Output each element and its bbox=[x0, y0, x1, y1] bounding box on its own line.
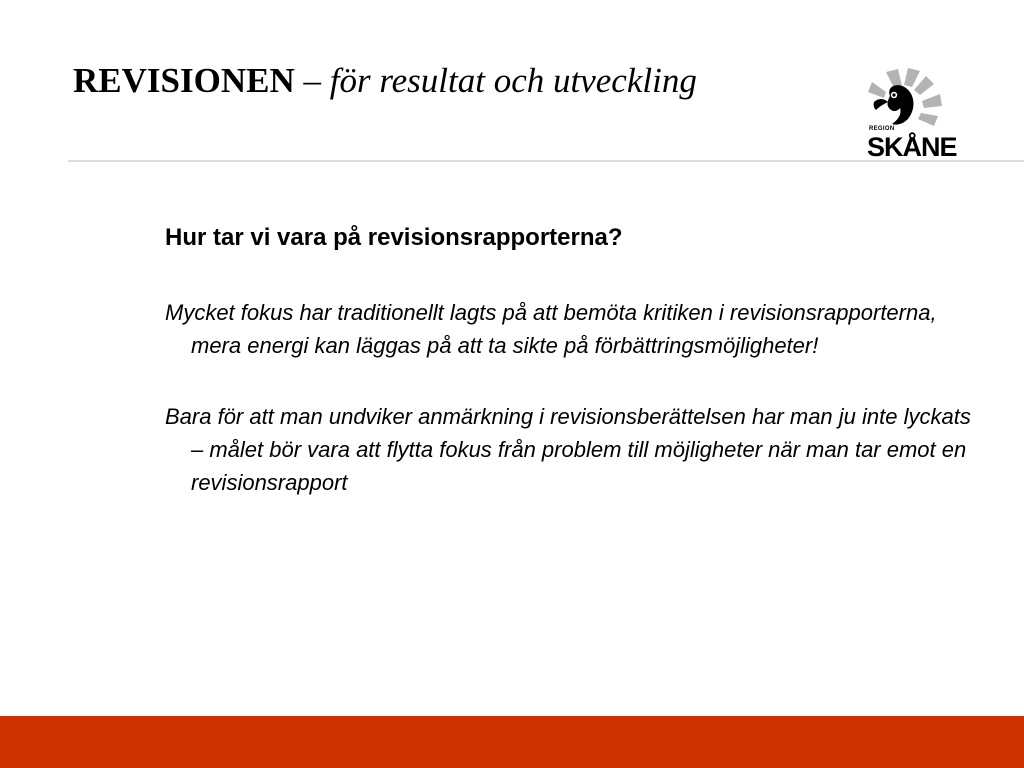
slide-body bbox=[165, 220, 971, 537]
slide-title bbox=[73, 58, 697, 104]
griffin-emblem-icon bbox=[864, 68, 974, 128]
body-paragraph: Bara för att man undviker anmärkning i revisionsberättelsen har man ju inte lyckats – målet bör vara att flytta fokus från problem till möjligheter när man tar emot en revisionsrapport bbox=[165, 404, 971, 495]
title-main: REVISIONEN bbox=[73, 61, 295, 100]
title-subtitle: – för resultat och utveckling bbox=[294, 61, 697, 100]
region-skane-logo bbox=[864, 68, 974, 164]
footer-accent-bar bbox=[0, 716, 1024, 768]
logo-region-label: REGION bbox=[869, 126, 895, 132]
section-heading: Hur tar vi vara på revisionsrapporterna? bbox=[165, 224, 623, 251]
logo-skane-label: SKÅNE bbox=[867, 132, 957, 162]
body-paragraph: Mycket fokus har traditionellt lagts på att bemöta kritiken i revisionsrapporterna, mera energi kan läggas på att ta sikte på förbättringsmöjligheter! bbox=[165, 300, 937, 358]
